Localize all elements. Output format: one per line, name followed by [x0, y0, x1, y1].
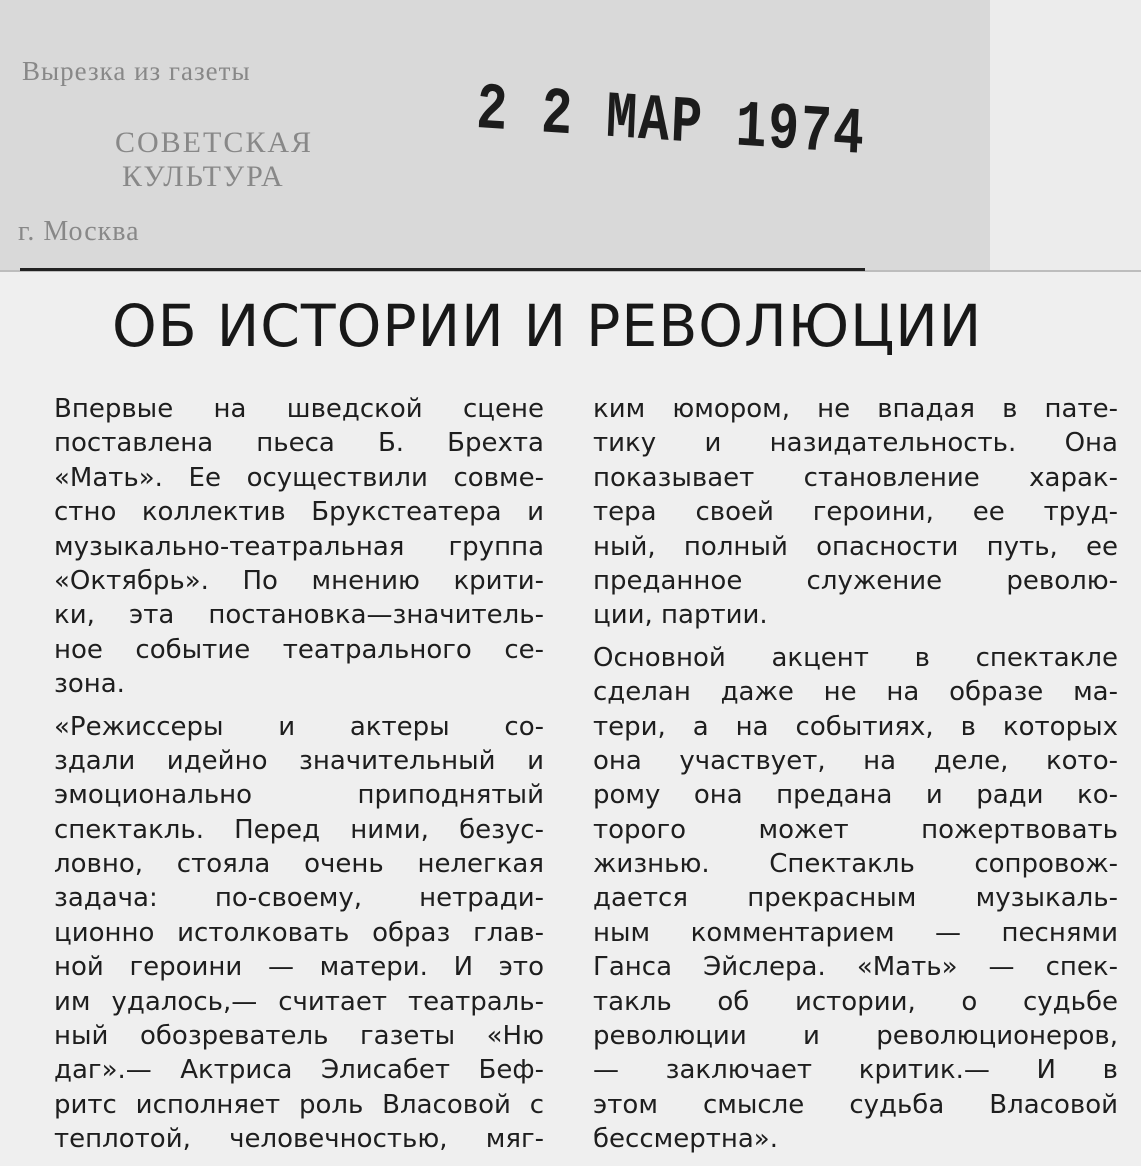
text-line: этом смысле судьба Власовой: [593, 1089, 1118, 1120]
text-line: ный обозреватель газеты «Ню: [54, 1021, 544, 1052]
article-column-left: [54, 392, 544, 1157]
text-line: тику и назидательность. Она: [593, 428, 1118, 459]
text-line: спектакль. Перед ними, безус-: [54, 814, 544, 845]
text-line: Впервые на шведской сцене: [54, 394, 544, 424]
text-line: сделан даже не на образе ма-: [593, 677, 1118, 708]
text-line: ный, полный опасности путь, ее: [593, 531, 1118, 562]
article-column-right: [593, 392, 1118, 1157]
newspaper-city: г. Москва: [18, 216, 140, 247]
article-headline: ОБ ИСТОРИИ И РЕВОЛЮЦИИ: [112, 292, 983, 360]
text-line: тери, а на событиях, в которых: [593, 711, 1118, 742]
paragraph-gap: [593, 633, 1118, 641]
text-line: ритс исполняет роль Власовой с: [54, 1089, 544, 1120]
paragraph-gap: [54, 702, 544, 710]
text-line: здали идейно значительный и: [54, 745, 544, 776]
text-line: ким юмором, не впадая в пате-: [593, 394, 1118, 424]
text-line: им удалось,— считает театраль-: [54, 986, 544, 1017]
text-line: такль об истории, о судьбе: [593, 986, 1118, 1017]
text-line: ной героини — матери. И это: [54, 952, 544, 983]
text-line: стно коллектив Брукстеатера и: [54, 497, 544, 528]
text-line: «Режиссеры и актеры со-: [54, 711, 544, 742]
text-line: эмоционально приподнятый: [54, 780, 544, 811]
text-line: преданное служение револю-: [593, 565, 1118, 596]
text-line: жизнью. Спектакль сопровож-: [593, 849, 1118, 880]
text-line: даг».— Актриса Элисабет Беф-: [54, 1055, 544, 1086]
text-line: она участвует, на деле, кото-: [593, 745, 1118, 776]
text-line: ное событие театрального се-: [54, 634, 544, 665]
text-line: торого может пожертвовать: [593, 814, 1118, 845]
text-line: Ганса Эйслера. «Мать» — спек-: [593, 952, 1118, 983]
text-line: ки, эта постановка—значитель-: [54, 600, 544, 631]
date-stamp: 2 2 МАР 1974: [474, 72, 867, 174]
text-line: тера своей героини, ее труд-: [593, 497, 1118, 528]
text-line: — заключает критик.— И в: [593, 1055, 1118, 1086]
text-line: «Октябрь». По мнению крити-: [54, 565, 544, 596]
header-divider: [20, 268, 865, 271]
text-line: показывает становление харак-: [593, 462, 1118, 493]
text-line: «Мать». Ее осуществили совме-: [54, 462, 544, 493]
text-line: задача: по-своему, нетради-: [54, 883, 544, 914]
clip-source-label: Вырезка из газеты: [22, 56, 251, 86]
text-line: бессмертна».: [593, 1124, 778, 1155]
newspaper-name-line1: СОВЕТСКАЯ: [115, 126, 314, 159]
text-line: революции и революционеров,: [593, 1021, 1118, 1052]
text-line: теплотой, человечностью, мяг-: [54, 1124, 544, 1155]
text-line: Основной акцент в спектакле: [593, 642, 1118, 673]
text-line: поставлена пьеса Б. Брехта: [54, 428, 544, 459]
newspaper-name-line2: КУЛЬТУРА: [122, 160, 285, 193]
text-line: ционно истолковать образ глав-: [54, 917, 544, 948]
text-line: ным комментарием — песнями: [593, 917, 1118, 948]
text-line: ловно, стояла очень нелегкая: [54, 849, 544, 880]
text-line: зона.: [54, 669, 125, 700]
text-line: ции, партии.: [593, 600, 768, 631]
text-line: музыкально-театральная группа: [54, 531, 544, 562]
text-line: рому она предана и ради ко-: [593, 780, 1118, 811]
text-line: дается прекрасным музыкаль-: [593, 883, 1118, 914]
